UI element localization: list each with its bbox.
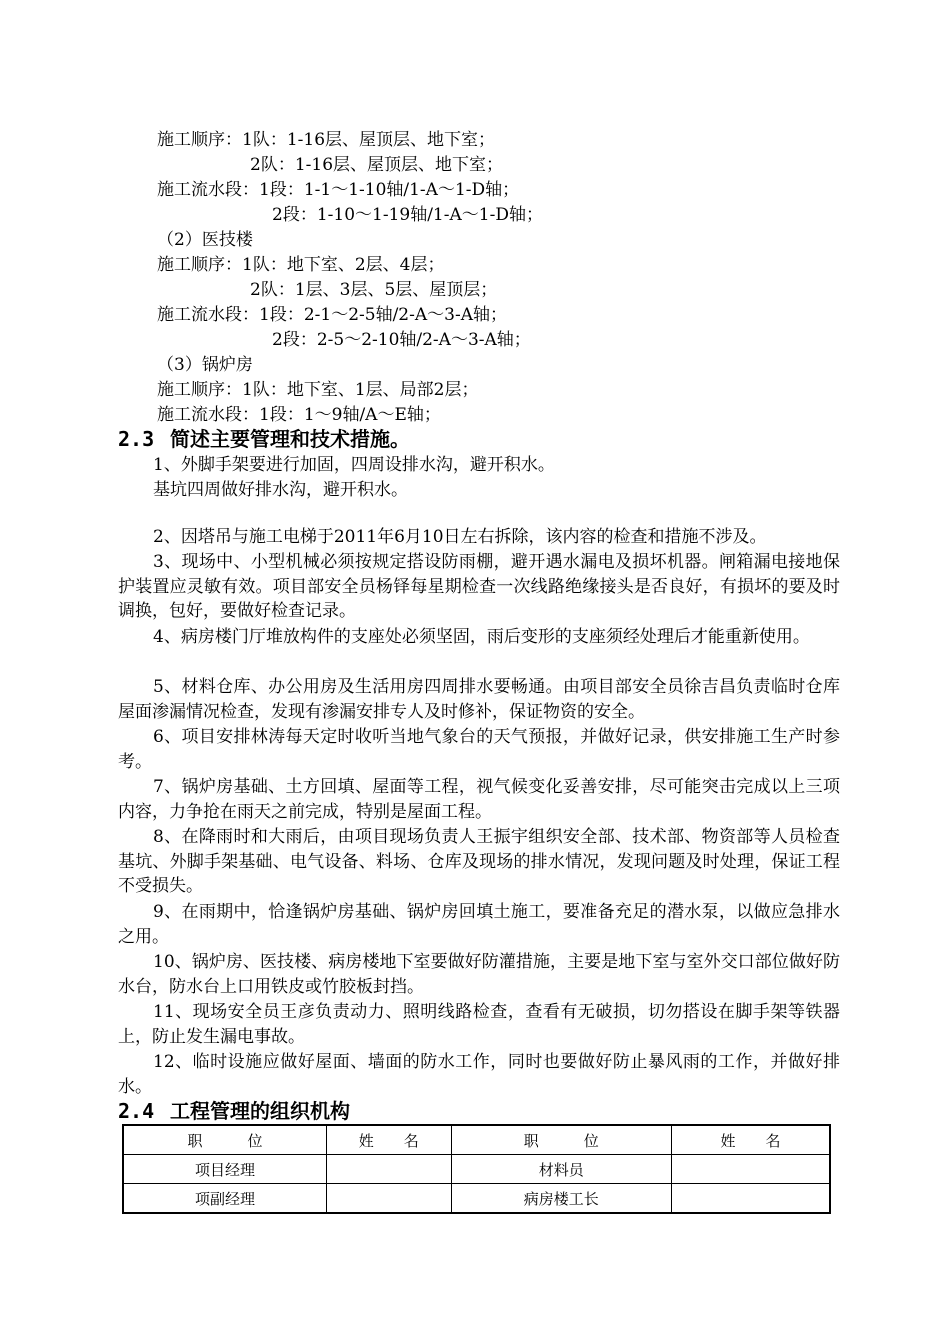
text-line: 施工流水段：1段：1-1～1-10轴/1-A～1-D轴； (157, 180, 520, 200)
section-number: 2.4 (118, 1099, 155, 1123)
list-item: 基坑四周做好排水沟，避开积水。 (153, 480, 408, 500)
list-item: 7、锅炉房基础、土方回填、屋面等工程，视气候变化妥善安排，尽可能突击完成以上三项内容，力争抢在雨天之前完成，特别是屋面工程。 (118, 777, 840, 822)
table-row (123, 1155, 830, 1184)
text-line: 施工顺序：1队：1-16层、屋顶层、地下室； (157, 130, 496, 150)
text-line: 施工流水段：1段：1～9轴/A～E轴； (157, 405, 441, 425)
text-line: 2段：2-5～2-10轴/2-A～3-A轴； (272, 330, 531, 350)
subsection-label: （3）锅炉房 (157, 355, 253, 375)
subsection-label: （2）医技楼 (157, 230, 253, 250)
text-line: 施工顺序：1队：地下室、1层、局部2层； (157, 380, 479, 400)
list-item: 1、外脚手架要进行加固，四周设排水沟，避开积水。 (153, 455, 555, 475)
list-item: 4、病房楼门厅堆放构件的支座处必须坚固，雨后变形的支座须经处理后才能重新使用。 (153, 627, 810, 647)
table-header-cell: 职 位 (451, 1125, 671, 1155)
table-row (123, 1184, 830, 1214)
text-line: 施工顺序：1队：地下室、2层、4层； (157, 255, 445, 275)
list-item: 9、在雨期中，恰逢锅炉房基础、锅炉房回填土施工，要准备充足的潜水泵，以做应急排水之用。 (118, 902, 840, 947)
text-line: 2队：1层、3层、5层、屋顶层； (250, 280, 498, 300)
list-item: 11、现场安全员王彦负责动力、照明线路检查，查看有无破损，切勿搭设在脚手架等铁器上，防止发生漏电事故。 (118, 1002, 840, 1047)
table-header-row (123, 1125, 830, 1155)
section-title: 简述主要管理和技术措施。 (170, 427, 410, 451)
organization-table (122, 1124, 831, 1214)
list-item: 12、临时设施应做好屋面、墙面的防水工作，同时也要做好防止暴风雨的工作，并做好排水。 (118, 1052, 840, 1097)
list-item: 5、材料仓库、办公用房及生活用房四周排水要畅通。由项目部安全员徐吉昌负责临时仓库屋面渗漏情况检查，发现有渗漏安排专人及时修补，保证物资的安全。 (118, 677, 840, 722)
text-line: 2段：1-10～1-19轴/1-A～1-D轴； (272, 205, 543, 225)
section-heading (118, 1098, 350, 1124)
list-item: 10、锅炉房、医技楼、病房楼地下室要做好防灌措施，主要是地下室与室外交口部位做好防水台，防水台上口用铁皮或竹胶板封挡。 (118, 952, 840, 997)
table-cell (671, 1155, 830, 1184)
table-cell (671, 1184, 830, 1214)
section-heading (118, 426, 410, 452)
table-header-cell: 姓 名 (326, 1125, 451, 1155)
table-cell (326, 1155, 451, 1184)
text-line: 施工流水段：1段：2-1～2-5轴/2-A～3-A轴； (157, 305, 507, 325)
table-header-cell: 姓 名 (671, 1125, 830, 1155)
table-cell: 材料员 (451, 1155, 671, 1184)
list-item: 2、因塔吊与施工电梯于2011年6月10日左右拆除，该内容的检查和措施不涉及。 (153, 527, 767, 547)
table-cell: 项副经理 (123, 1184, 326, 1214)
table-cell: 病房楼工长 (451, 1184, 671, 1214)
section-title: 工程管理的组织机构 (170, 1099, 350, 1123)
section-number: 2.3 (118, 427, 155, 451)
table-cell (326, 1184, 451, 1214)
list-item: 6、项目安排林涛每天定时收听当地气象台的天气预报，并做好记录，供安排施工生产时参考。 (118, 727, 840, 772)
list-item: 8、在降雨时和大雨后，由项目现场负责人王振宇组织安全部、技术部、物资部等人员检查基坑、外脚手架基础、电气设备、料场、仓库及现场的排水情况，发现问题及时处理，保证工程不受损失。 (118, 827, 840, 896)
text-line: 2队：1-16层、屋顶层、地下室； (250, 155, 504, 175)
table-header-cell: 职 位 (123, 1125, 326, 1155)
table-cell: 项目经理 (123, 1155, 326, 1184)
list-item: 3、现场中、小型机械必须按规定搭设防雨棚，避开遇水漏电及损坏机器。闸箱漏电接地保护装置应灵敏有效。项目部安全员杨铎每星期检查一次线路绝缘接头是否良好，有损坏的要及时调换，包好，要做好检查记录。 (118, 552, 840, 621)
